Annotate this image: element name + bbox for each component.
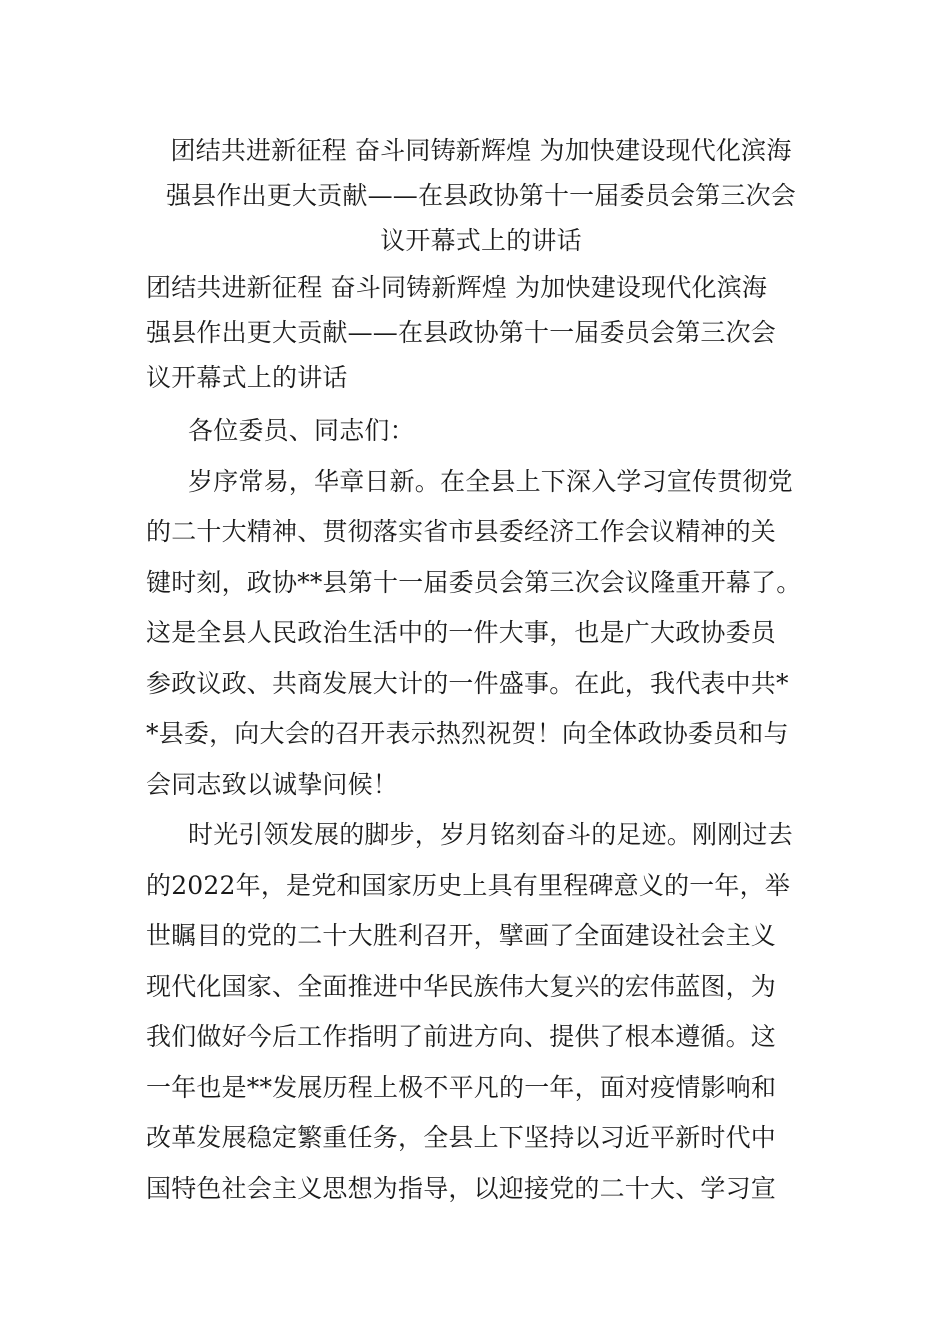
- paragraph-line: 我们做好今后工作指明了前进方向、提供了根本遵循。这: [146, 1022, 777, 1051]
- paragraph-line: 键时刻，政协**县第十一届委员会第三次会议隆重开幕了。: [146, 567, 802, 597]
- paragraph-line: 会同志致以诚挚问候！: [146, 769, 399, 799]
- subtitle-line: 强县作出更大贡献——在县政协第十一届委员会第三次会: [146, 318, 777, 347]
- document-title: [146, 128, 816, 263]
- title-line: 团结共进新征程 奋斗同铸新辉煌 为加快建设现代化滨海: [170, 136, 792, 165]
- document-subtitle: [146, 265, 816, 400]
- title-line: 议开幕式上的讲话: [380, 226, 582, 255]
- paragraph-line: 一年也是**发展历程上极不平凡的一年，面对疫情影响和: [146, 1072, 777, 1102]
- speech-body: [146, 406, 816, 1214]
- paragraph-line: 改革发展稳定繁重任务，全县上下坚持以习近平新时代中: [146, 1123, 777, 1152]
- paragraph-line: 参政议政、共商发展大计的一件盛事。在此，我代表中共*: [146, 668, 789, 698]
- title-line: 强县作出更大贡献——在县政协第十一届委员会第三次会: [165, 181, 796, 210]
- subtitle-line: 议开幕式上的讲话: [146, 363, 348, 392]
- salutation: 各位委员、同志们：: [188, 416, 415, 445]
- paragraph-line: 时光引领发展的脚步，岁月铭刻奋斗的足迹。刚刚过去: [188, 820, 793, 849]
- paragraph-line: 世瞩目的党的二十大胜利召开，擘画了全面建设社会主义: [146, 921, 777, 950]
- paragraph-1: [146, 457, 816, 811]
- paragraph-line: 岁序常易，华章日新。在全县上下深入学习宣传贯彻党: [188, 466, 793, 496]
- paragraph-line: 国特色社会主义思想为指导，以迎接党的二十大、学习宣: [146, 1173, 777, 1203]
- document-page: [146, 128, 816, 1214]
- paragraph-line: 现代化国家、全面推进中华民族伟大复兴的宏伟蓝图，为: [146, 971, 777, 1001]
- paragraph-line: 这是全县人民政治生活中的一件大事，也是广大政协委员: [146, 618, 777, 647]
- paragraph-line: *县委，向大会的召开表示热烈祝贺！向全体政协委员和与: [146, 719, 789, 748]
- paragraph-line: 的2022年，是党和国家历史上具有里程碑意义的一年，举: [146, 870, 791, 900]
- paragraph-line: 的二十大精神、贯彻落实省市县委经济工作会议精神的关: [146, 517, 777, 546]
- paragraph-2: [146, 810, 816, 1214]
- subtitle-line: 团结共进新征程 奋斗同铸新辉煌 为加快建设现代化滨海: [146, 273, 768, 302]
